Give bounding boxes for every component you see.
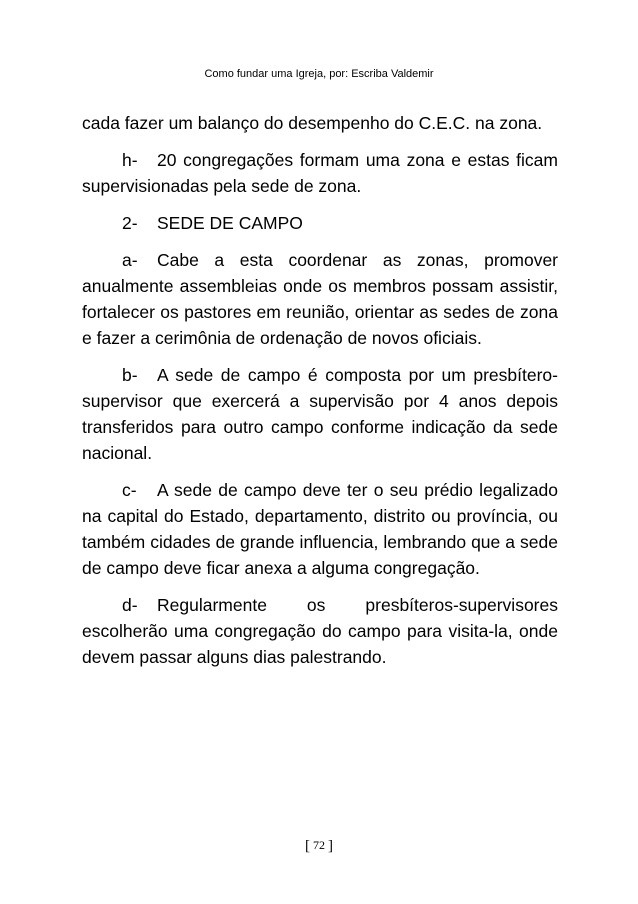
item-marker: a- [122, 250, 138, 270]
close-bracket: ] [328, 838, 333, 854]
paragraph-text: Regularmente os presbíteros-supervisores escolherão uma congregação do campo para visita-la, onde devem passar alguns dias palestrando. [82, 595, 558, 667]
paragraph-text: A sede de campo é composta por um presbítero-supervisor que exercerá a supervisão por 4 anos depois transferidos para outro campo conforme indicação da sede nacional. [82, 365, 558, 463]
item-marker: d- [122, 595, 138, 615]
paragraph-item-c [82, 477, 558, 581]
paragraph-text: cada fazer um balanço do desempenho do C.E.C. na zona. [82, 113, 543, 133]
section-number: 2- [122, 213, 138, 233]
item-marker: h- [122, 150, 138, 170]
section-heading [82, 210, 558, 236]
item-marker: b- [122, 365, 138, 385]
paragraph-item-d [82, 592, 558, 670]
paragraph-text: A sede de campo deve ter o seu prédio legalizado na capital do Estado, departamento, distrito ou província, ou também cidades de grande influencia, lembrando que a sede de campo deve ficar anexa a alguma congregação. [82, 480, 558, 578]
page-number: 72 [313, 838, 325, 852]
paragraph-text: 20 congregações formam uma zona e estas ficam supervisionadas pela sede de zona. [82, 150, 558, 196]
page-body [82, 110, 558, 681]
paragraph-item-b [82, 362, 558, 466]
paragraph-item-h [82, 147, 558, 199]
page-number-footer [0, 838, 638, 855]
item-marker: c- [122, 480, 137, 500]
paragraph-item-a [82, 247, 558, 351]
running-header: Como fundar uma Igreja, por: Escriba Valdemir [204, 68, 434, 80]
paragraph-continuation [82, 110, 558, 136]
paragraph-text: Cabe a esta coordenar as zonas, promover anualmente assembleias onde os membros possam assistir, fortalecer os pastores em reunião, orientar as sedes de zona e fazer a cerimônia de ordenação de novos oficiais. [82, 250, 558, 348]
section-title: SEDE DE CAMPO [157, 213, 303, 233]
open-bracket: [ [305, 838, 310, 854]
